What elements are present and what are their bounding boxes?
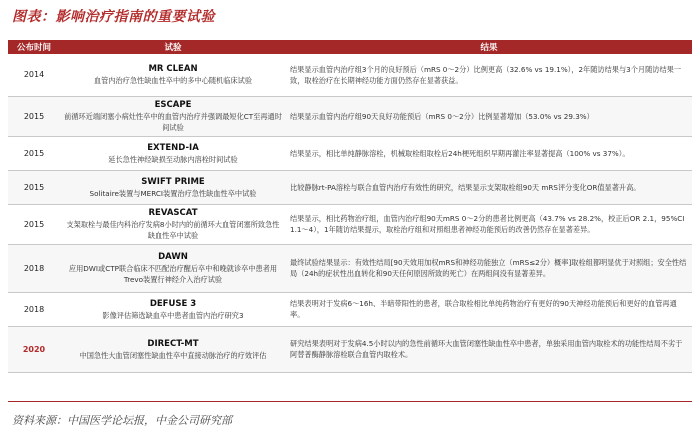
year-cell: 2018 bbox=[8, 244, 60, 292]
header-trial: 试验 bbox=[60, 40, 286, 54]
table-body bbox=[8, 54, 692, 372]
year-cell: 2015 bbox=[8, 170, 60, 204]
year-cell: 2018 bbox=[8, 292, 60, 326]
result-cell: 结果显示血管内治疗组3个月的良好预后（mRS 0～2分）比例更高（32.6% vs 19.1%），2年随访结果与3个月随访结果一致，取栓治疗在长期神经功能方面仍然存在显著获益。 bbox=[286, 54, 692, 96]
trial-name: EXTEND-IA bbox=[147, 142, 199, 153]
trial-cell bbox=[60, 292, 286, 326]
trial-cell bbox=[60, 96, 286, 136]
trial-name: DAWN bbox=[158, 252, 188, 262]
trial-cell bbox=[60, 54, 286, 96]
table-row bbox=[8, 326, 692, 372]
result-cell: 最终试验结果显示：有效性结局[90天效用加权mRS和神经功能独立（mRS≤2分）概率]取栓组都明显优于对照组；安全性结局（24h的症状性出血转化和90天任何原因所致的死亡）在两组间没有显著差异。 bbox=[286, 244, 692, 292]
result-cell: 结果显示，相比药物治疗组，血管内治疗组90天mRS 0～2分的患者比例更高（43.7% vs 28.2%，校正后OR 2.1，95%CI 1.1～4），1年随访结果提示，取栓治疗组和对照组患者神经功能预后的改善仍然存在显著差异。 bbox=[286, 204, 692, 244]
trial-description: 延长急性神经缺损至动脉内溶栓时间试验 bbox=[108, 154, 238, 164]
table-row bbox=[8, 204, 692, 244]
result-cell: 结果显示，相比单纯静脉溶栓，机械取栓组取栓后24h梗死组织早期再灌注率显著提高（100% vs 37%）。 bbox=[286, 136, 692, 170]
trial-name: DIRECT-MT bbox=[147, 338, 199, 349]
trials-table bbox=[8, 40, 692, 373]
year-cell: 2015 bbox=[8, 204, 60, 244]
result-cell: 结果表明对于发病6～16h、半暗带阳性的患者，联合取栓相比单纯药物治疗有更好的90天神经功能预后和更好的血管再通率。 bbox=[286, 292, 692, 326]
year-cell: 2015 bbox=[8, 136, 60, 170]
trial-description: 影像评估筛选缺血卒中患者血管内治疗研究3 bbox=[102, 310, 244, 320]
trial-description: Solitaire装置与MERCI装置治疗急性缺血性卒中试验 bbox=[89, 188, 257, 198]
result-cell: 研究结果表明对于发病4.5小时以内的急性前循环大血管闭塞性缺血性卒中患者，单独采用血管内取栓术的功能性结局不劣于阿替普酶静脉溶栓联合血管内取栓术。 bbox=[286, 326, 692, 372]
header-year: 公布时间 bbox=[8, 40, 60, 54]
trial-description: 前循环近端闭塞小病灶性卒中的血管内治疗并强调最短化CT至再通时间试验 bbox=[64, 112, 282, 132]
trial-name: DEFUSE 3 bbox=[149, 298, 197, 309]
result-cell: 比较静脉rt-PA溶栓与联合血管内治疗有效性的研究，结果显示支架取栓组90天 mRS评分变化OR值显著升高。 bbox=[286, 170, 692, 204]
trial-description: 支架取栓与最佳内科治疗发病8小时内的前循环大血管闭塞所致急性缺血性卒中试验 bbox=[66, 220, 280, 240]
trial-cell bbox=[60, 204, 286, 244]
bottom-rule bbox=[8, 401, 692, 402]
trial-cell bbox=[60, 244, 286, 292]
table-row bbox=[8, 136, 692, 170]
trial-cell bbox=[60, 326, 286, 372]
trial-description: 中国急性大血管闭塞性缺血性卒中直接动脉治疗的疗效评估 bbox=[79, 350, 267, 360]
figure-title: 图表：影响治疗指南的重要试验 bbox=[12, 9, 215, 25]
trial-description: 应用DWI或CTP联合临床不匹配治疗醒后卒中和晚就诊卒中患者用Trevo装置行神经介入治疗试验 bbox=[68, 264, 278, 284]
table-row bbox=[8, 244, 692, 292]
source-note: 资料来源：中国医学论坛报，中金公司研究部 bbox=[12, 414, 232, 427]
table-header-row bbox=[8, 40, 692, 54]
table-row bbox=[8, 292, 692, 326]
trial-cell bbox=[60, 136, 286, 170]
year-cell: 2015 bbox=[8, 96, 60, 136]
table-row bbox=[8, 170, 692, 204]
table-row bbox=[8, 54, 692, 96]
trial-description: 血管内治疗急性缺血性卒中的多中心随机临床试验 bbox=[93, 76, 253, 86]
table-row bbox=[8, 96, 692, 136]
header-result: 结果 bbox=[286, 40, 692, 54]
trial-name: REVASCAT bbox=[148, 208, 198, 218]
result-cell: 结果显示血管内治疗组90天良好功能预后（mRS 0～2分）比例显著增加（53.0% vs 29.3%） bbox=[286, 96, 692, 136]
trial-name: ESCAPE bbox=[154, 100, 192, 110]
trial-name: MR CLEAN bbox=[148, 64, 198, 75]
trial-cell bbox=[60, 170, 286, 204]
year-cell: 2020 bbox=[8, 326, 60, 372]
year-cell: 2014 bbox=[8, 54, 60, 96]
trial-name: SWIFT PRIME bbox=[141, 176, 205, 187]
